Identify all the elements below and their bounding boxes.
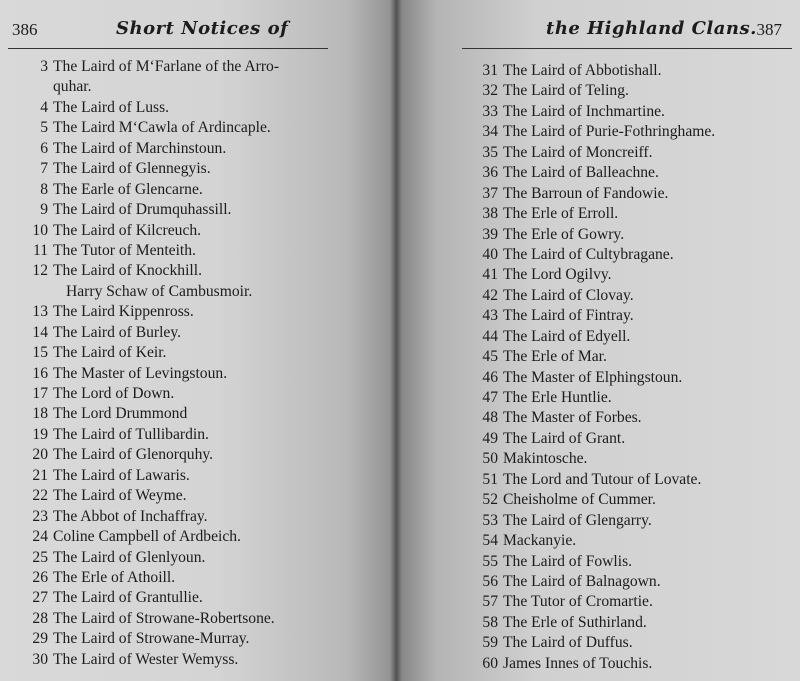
entry-text: The Laird of Grant. [503, 429, 626, 447]
entry-text: The Erle of Erroll. [503, 205, 619, 223]
list-item [14, 568, 354, 588]
entry-number: 37 [482, 184, 498, 202]
entry-number: 43 [482, 307, 498, 325]
list-item [464, 122, 794, 142]
entry-number: 35 [482, 143, 498, 161]
clan-list [464, 61, 794, 674]
list-item [14, 425, 354, 445]
list-item [14, 261, 354, 281]
entry-number: 21 [32, 466, 48, 484]
entry-number: 22 [32, 487, 48, 505]
list-item [464, 347, 794, 367]
list-item [14, 57, 354, 77]
list-item [464, 449, 794, 469]
entry-text: The Laird of Duffus. [503, 634, 633, 652]
entry-number: 53 [482, 511, 498, 529]
list-item [464, 184, 794, 204]
list-item [14, 77, 354, 97]
entry-text: The Laird of Strowane-Robertsone. [53, 609, 275, 627]
entry-text: The Laird of Moncreiff. [503, 143, 653, 161]
entry-text: The Laird of Inchmartine. [503, 102, 665, 120]
list-item [464, 143, 794, 163]
entry-text: The Master of Forbes. [503, 409, 642, 427]
entry-number: 44 [482, 327, 498, 345]
entry-text: The Laird of Fintray. [503, 307, 634, 325]
entry-number: 48 [482, 409, 498, 427]
list-item [14, 323, 354, 343]
entry-text: The Lord Drummond [53, 405, 188, 423]
entry-text: The Laird of M‘Farlane of the Arro- [53, 58, 280, 75]
list-item [464, 511, 794, 531]
entry-text: The Laird Kippenross. [53, 303, 194, 321]
list-item [14, 527, 354, 547]
list-item [464, 592, 794, 612]
entry-text: quhar. [53, 78, 92, 96]
list-item [464, 388, 794, 408]
entry-text: The Erle of Mar. [503, 348, 607, 366]
entry-number: 31 [482, 62, 498, 79]
list-item [464, 470, 794, 490]
header-rule [462, 48, 792, 49]
entry-text: The Laird of Glengarry. [503, 511, 652, 529]
entry-number: 57 [482, 593, 498, 611]
entry-number: 46 [482, 368, 498, 386]
entry-number: 52 [482, 491, 498, 509]
entry-text: The Laird of Burley. [53, 323, 182, 341]
entry-number: 8 [40, 180, 48, 198]
entry-text: Coline Campbell of Ardbeich. [53, 528, 241, 546]
list-item [14, 118, 354, 138]
entry-number: 38 [482, 205, 498, 223]
entry-text: The Laird of Weyme. [53, 487, 187, 505]
list-item [464, 163, 794, 183]
list-item [14, 180, 354, 200]
list-item [14, 650, 354, 670]
entry-text: The Laird of Kilcreuch. [53, 221, 202, 239]
list-item [14, 98, 354, 118]
list-item [14, 384, 354, 404]
entry-number: 6 [40, 139, 48, 157]
entry-number: 41 [482, 266, 498, 284]
entry-text: The Lord and Tutour of Lovate. [503, 470, 702, 488]
entry-number: 60 [482, 654, 498, 672]
list-item [464, 225, 794, 245]
entry-text: The Laird of Balleachne. [503, 164, 659, 182]
list-item [464, 531, 794, 551]
entry-text: The Earle of Glencarne. [53, 180, 203, 198]
entry-number: 36 [482, 164, 498, 182]
entry-text: The Tutor of Cromartie. [503, 593, 653, 611]
entry-number: 25 [32, 548, 48, 566]
list-item [14, 241, 354, 261]
entry-text: The Laird of Balnagown. [503, 572, 661, 590]
list-item [464, 61, 794, 81]
entry-text: The Laird of Glenlyoun. [53, 548, 206, 566]
list-item [464, 633, 794, 653]
list-item [464, 613, 794, 633]
entry-text: The Laird of Fowlis. [503, 552, 633, 570]
entry-number: 40 [482, 245, 498, 263]
list-item [14, 282, 354, 302]
entry-number: 5 [40, 119, 48, 137]
list-item [464, 572, 794, 592]
running-head: the Highland Clans. [546, 18, 757, 39]
list-item [14, 629, 354, 649]
list-item [464, 81, 794, 101]
entry-number: 12 [32, 262, 48, 280]
page-number: 386 [12, 20, 38, 39]
entry-number: 39 [482, 225, 498, 243]
entry-text: Mackanyie. [503, 532, 577, 550]
entry-text: Makintosche. [503, 450, 588, 468]
list-item [464, 327, 794, 347]
entry-number: 47 [482, 389, 498, 406]
list-item [14, 507, 354, 527]
running-head: Short Notices of [116, 18, 289, 39]
list-item [14, 588, 354, 608]
entry-number: 14 [32, 323, 48, 341]
list-item [464, 306, 794, 326]
list-item [464, 245, 794, 265]
list-item [14, 159, 354, 179]
entry-text: The Laird of Drumquhassill. [53, 201, 232, 219]
entry-number: 55 [482, 552, 498, 570]
entry-number: 54 [482, 532, 498, 550]
entry-text: The Laird of Knockhill. [53, 262, 202, 280]
page-number: 387 [756, 20, 782, 39]
entry-number: 51 [482, 470, 498, 488]
entry-number: 23 [32, 507, 48, 525]
entry-text: The Laird of Cultybragane. [503, 245, 674, 263]
entry-text: The Laird of Marchinstoun. [53, 139, 227, 157]
list-item [14, 404, 354, 424]
list-item [14, 302, 354, 322]
entry-text: The Laird of Grantullie. [53, 589, 203, 607]
entry-text: James Innes of Touchis. [503, 654, 653, 672]
list-item [464, 102, 794, 122]
clan-list [14, 57, 354, 670]
entry-text: The Laird of Clovay. [503, 286, 634, 304]
entry-number: 20 [32, 446, 48, 464]
entry-text: The Laird of Glennegyis. [53, 160, 211, 178]
list-item [464, 368, 794, 388]
entry-number: 16 [32, 364, 48, 382]
entry-text: The Laird of Teling. [503, 82, 629, 100]
book-gutter [390, 0, 402, 681]
list-item [464, 204, 794, 224]
entry-number: 49 [482, 429, 498, 447]
entry-text: The Barroun of Fandowie. [503, 184, 669, 202]
list-item [464, 552, 794, 572]
right-page [396, 0, 800, 681]
entry-number: 24 [32, 528, 48, 546]
list-item [14, 139, 354, 159]
list-item [14, 609, 354, 629]
list-item [464, 286, 794, 306]
entry-number: 45 [482, 348, 498, 366]
entry-number: 32 [482, 82, 498, 100]
list-item [464, 654, 794, 674]
entry-text: The Master of Levingstoun. [53, 364, 228, 382]
entry-text: The Laird of Lawaris. [53, 466, 190, 484]
list-item [14, 364, 354, 384]
entry-number: 11 [32, 241, 48, 259]
entry-number: 28 [32, 609, 48, 627]
entry-text: The Laird of Keir. [53, 344, 167, 362]
entry-text: Harry Schaw of Cambusmoir. [66, 282, 253, 300]
left-page [0, 0, 396, 681]
entry-text: The Laird of Strowane-Murray. [53, 630, 250, 648]
entry-text: The Laird of Purie-Fothringhame. [503, 123, 716, 141]
entry-number: 30 [32, 650, 48, 668]
entry-text: The Laird of Tullibardin. [53, 425, 209, 443]
entry-text: The Laird of Luss. [53, 98, 170, 116]
list-item [14, 486, 354, 506]
list-item [14, 221, 354, 241]
list-item [14, 200, 354, 220]
entry-number: 26 [32, 568, 48, 586]
entry-text: The Laird of Wester Wemyss. [53, 650, 239, 668]
entry-text: The Laird of Glenorquhy. [53, 446, 214, 464]
list-item [464, 490, 794, 510]
entry-text: The Erle of Gowry. [503, 225, 625, 243]
entry-number: 3 [40, 58, 48, 75]
entry-text: The Tutor of Menteith. [53, 241, 196, 259]
entry-number: 42 [482, 286, 498, 304]
list-item [464, 408, 794, 428]
entry-number: 58 [482, 613, 498, 631]
entry-number: 59 [482, 634, 498, 652]
entry-number: 17 [32, 385, 48, 402]
entry-text: The Abbot of Inchaffray. [53, 507, 208, 525]
entry-text: The Master of Elphingstoun. [503, 368, 683, 386]
entry-text: The Laird of Edyell. [503, 327, 631, 345]
entry-number: 9 [40, 201, 48, 219]
entry-number: 13 [32, 303, 48, 321]
entry-text: The Erle Huntlie. [503, 389, 612, 406]
entry-number: 4 [40, 98, 48, 116]
list-item [14, 445, 354, 465]
entry-number: 34 [482, 123, 498, 141]
entry-text: The Erle of Athoill. [53, 568, 176, 586]
entry-text: The Lord Ogilvy. [503, 266, 612, 284]
entry-text: The Laird of Abbotishall. [503, 62, 662, 79]
list-item [14, 343, 354, 363]
entry-number: 33 [482, 102, 498, 120]
entry-number: 50 [482, 450, 498, 468]
list-item [14, 548, 354, 568]
entry-number: 19 [32, 425, 48, 443]
entry-text: The Laird M‘Cawla of Ardincaple. [53, 119, 271, 137]
entry-number: 15 [32, 344, 48, 362]
list-item [14, 466, 354, 486]
entry-number: 27 [32, 589, 48, 607]
entry-number: 18 [32, 405, 48, 423]
entry-number: 56 [482, 572, 498, 590]
entry-text: The Erle of Suthirland. [503, 613, 647, 631]
header-rule [8, 48, 328, 49]
list-item [464, 429, 794, 449]
entry-number: 10 [32, 221, 48, 239]
entry-text: Cheisholme of Cummer. [503, 491, 656, 509]
entry-number: 29 [32, 630, 48, 648]
entry-text: The Lord of Down. [53, 385, 175, 402]
list-item [464, 265, 794, 285]
entry-number: 7 [40, 160, 48, 178]
